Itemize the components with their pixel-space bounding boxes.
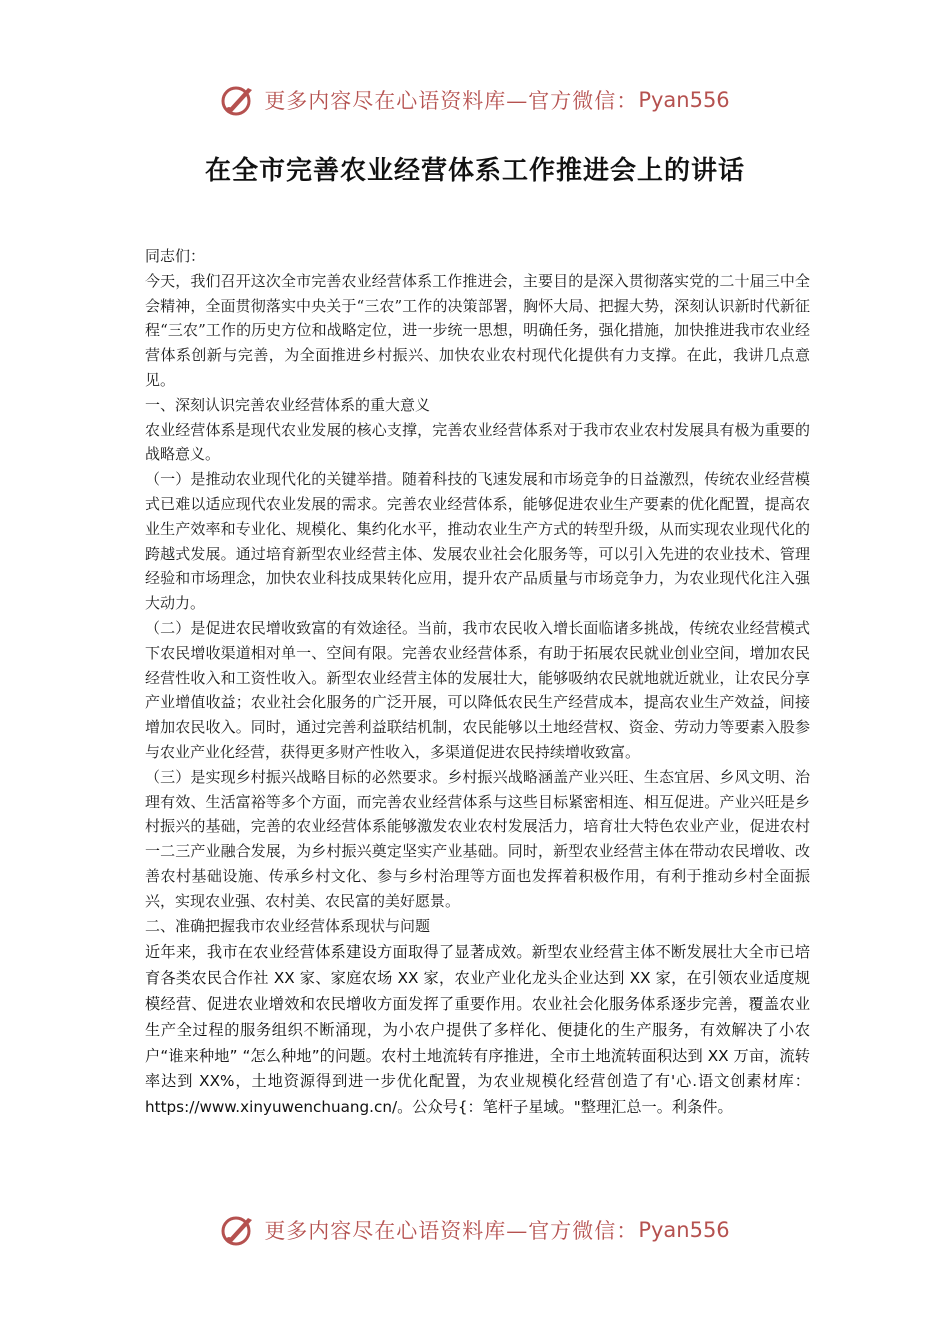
paragraph-point-2: （二）是促进农民增收致富的有效途径。当前，我市农民收入增长面临诸多挑战，传统农业经营模式下农民增收渠道相对单一、空间有限。完善农业经营体系，有助于拓展农民就业创业空间，增加农民经营性收入和工资性收入。新型农业经营主体的发展壮大，能够吸纳农民就地就近就业，让农民分享产业增值收益；农业社会化服务的广泛开展，可以降低农民生产经营成本，提高农业生产效益，间接增加农民收入。同时，通过完善利益联结机制，农民能够以土地经营权、资金、劳动力等要素入股参与农业产业化经营，获得更多财产性收入，多渠道促进农民持续增收致富。 [145, 618, 810, 761]
document-body [145, 244, 810, 1121]
footer-watermark-banner [0, 1208, 950, 1252]
banner-handle: Pyan556 [638, 1218, 730, 1242]
paragraph-status: 近年来，我市在农业经营体系建设方面取得了显著成效。新型农业经营主体不断发展壮大全市已培育各类农民合作社 XX 家、家庭农场 XX 家，农业产业化龙头企业达到 XX 家，在引领农业适度规模经营、促进农业增效和农民增收方面发挥了重要作用。农业社会化服务体系逐步完善，覆盖农业生产全过程的服务组织不断涌现，为小农户提供了多样化、便捷化的生产服务，有效解决了小农户“谁来种地” “怎么种地”的问题。农村土地流转有序推进，全市土地流转面积达到 XX 万亩，流转率达到 XX%，土地资源得到进一步优化配置，为农业规模化经营创造了有'心.语文创素材库：https://www.xinyuwenchuang.cn/。公众号{：笔杆子星域。"整理汇总一。利条件。 [145, 943, 810, 1117]
paragraph-section-1: 农业经营体系是现代农业发展的核心支撑，完善农业经营体系对于我市农业农村发展具有极为重要的战略意义。 [145, 420, 810, 464]
section-heading-2: 二、准确把握我市农业经营体系现状与问题 [145, 916, 431, 935]
brush-logo-icon [220, 82, 256, 118]
brush-logo-icon [220, 1212, 256, 1248]
paragraph-point-3: （三）是实现乡村振兴战略目标的必然要求。乡村振兴战略涵盖产业兴旺、生态宜居、乡风文明、治理有效、生活富裕等多个方面，而完善农业经营体系与这些目标紧密相连、相互促进。产业兴旺是乡村振兴的基础，完善的农业经营体系能够激发农业农村发展活力，培育壮大特色农业产业，促进农村一二三产业融合发展，为乡村振兴奠定坚实产业基础。同时，新型农业经营主体在带动农民增收、改善农村基础设施、传承乡村文化、参与乡村治理等方面也发挥着积极作用，有利于推动乡村全面振兴，实现农业强、农村美、农民富的美好愿景。 [145, 767, 810, 910]
banner-text: 更多内容尽在心语资料库—官方微信： [264, 1219, 639, 1243]
header-watermark-banner [0, 78, 950, 122]
greeting: 同志们： [145, 247, 206, 265]
paragraph-intro: 今天，我们召开这次全市完善农业经营体系工作推进会，主要目的是深入贯彻落实党的二十届三中全会精神，全面贯彻落实中央关于“三农”工作的决策部署，胸怀大局、把握大势，深刻认识新时代新征程“三农”工作的历史方位和战略定位，进一步统一思想，明确任务，强化措施，加快推进我市农业经营体系创新与完善，为全面推进乡村振兴、加快农业农村现代化提供有力支撑。在此，我讲几点意见。 [145, 271, 810, 389]
section-heading-1: 一、深刻认识完善农业经营体系的重大意义 [145, 395, 431, 414]
document-title: 在全市完善农业经营体系工作推进会上的讲话 [204, 156, 745, 186]
banner-text: 更多内容尽在心语资料库—官方微信： [264, 89, 639, 113]
paragraph-point-1: （一）是推动农业现代化的关键举措。随着科技的飞速发展和市场竞争的日益激烈，传统农业经营模式已难以适应现代农业发展的需求。完善农业经营体系，能够促进农业生产要素的优化配置，提高农业生产效率和专业化、规模化、集约化水平，推动农业生产方式的转型升级，从而实现农业现代化的跨越式发展。通过培育新型农业经营主体、发展农业社会化服务等，可以引入先进的农业技术、管理经验和市场理念，加快农业科技成果转化应用，提升农产品质量与市场竞争力，为农业现代化注入强大动力。 [145, 470, 810, 613]
banner-handle: Pyan556 [638, 88, 730, 112]
